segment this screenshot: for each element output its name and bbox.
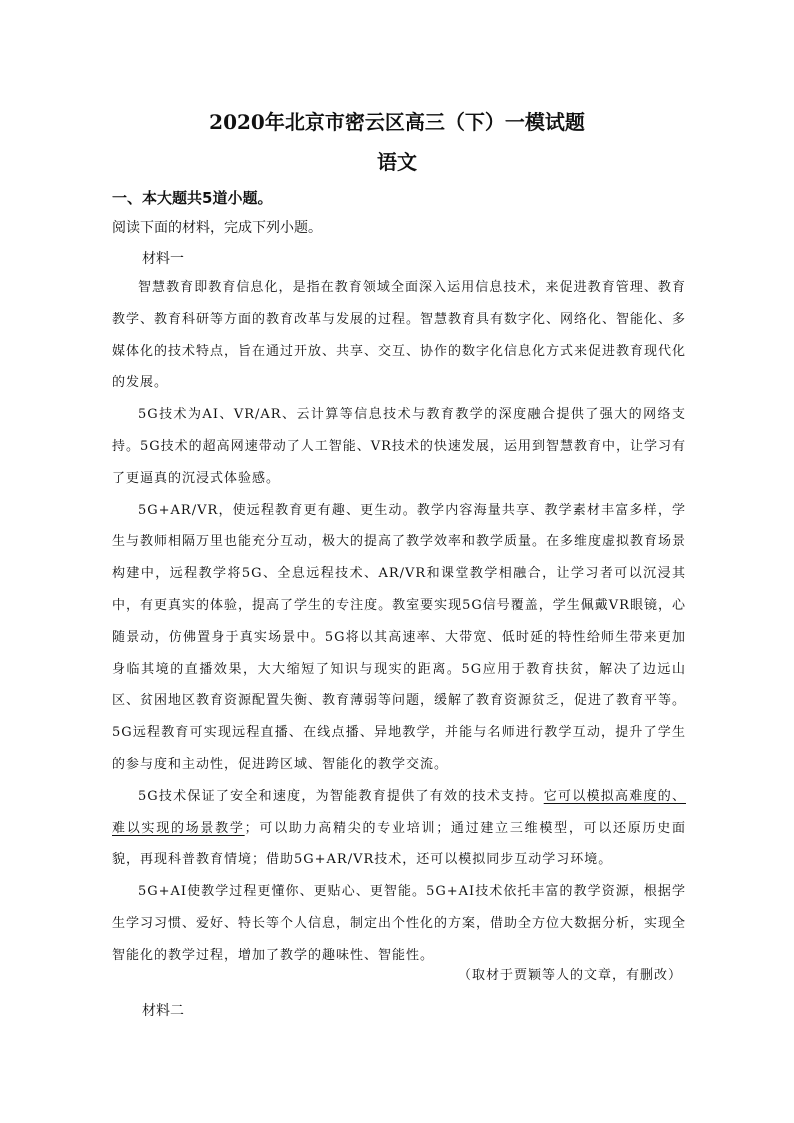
subject-title: 语文 [377, 150, 417, 174]
paragraph [112, 781, 686, 876]
paragraph-tail: ；可以助力高精尖的专业培训；通过建立三维模型，可以还原历史面貌，再现科普教育情境；借助5G+AR/VR技术，还可以模拟同步互动学习环境。 [112, 820, 686, 868]
underlined-sentence: 它可以模拟高难度的、难以实现的场景教学 [112, 788, 686, 836]
paragraph: 智慧教育即教育信息化，是指在教育领域全面深入运用信息技术，来促进教育管理、教育教学、教育科研等方面的教育改革与发展的过程。智慧教育具有数字化、网络化、智能化、多媒体化的技术特点，旨在通过开放、共享、交互、协作的数字化信息化方式来促进教育现代化的发展。 [112, 280, 687, 391]
paragraph: 5G+AR/VR，使远程教育更有趣、更生动。教学内容海量共享、教学素材丰富多样，学生与教师相隔万里也能充分互动，极大的提高了教学效率和教学质量。在多维度虚拟教育场景构建中，远程教学将5G、全息远程技术、AR/VR和课堂教学相融合，让学习者可以沉浸其中，有更真实的体验，提高了学生的专注度。教室要实现5G信号覆盖，学生佩戴VR眼镜，心随景动，仿佛置身于真实场景中。5G将以其高速率、大带宽、低时延的特性给师生带来更加身临其境的直播效果，大大缩短了知识与现实的距离。5G应用于教育扶贫，解决了边远山区、贫困地区教育资源配置失衡、教育薄弱等问题，缓解了教育资源贫乏，促进了教育平等。5G远程教育可实现远程直播、在线点播、异地教学，并能与名师进行教学互动，提升了学生的参与度和主动性，促进跨区域、智能化的教学交流。 [112, 502, 687, 772]
material-two-label: 材料二 [142, 1003, 184, 1019]
paragraph: 5G技术为AI、VR/AR、云计算等信息技术与教育教学的深度融合提供了强大的网络支持。5G技术的超高网速带动了人工智能、VR技术的快速发展，运用到智慧教育中，让学习有了更逼真的沉浸式体验感。 [112, 407, 686, 486]
material-one-label: 材料一 [142, 251, 184, 267]
source-citation: （取材于贾颖等人的文章，有删改） [457, 968, 682, 983]
paragraph: 5G+AI使教学过程更懂你、更贴心、更智能。5G+AI技术依托丰富的教学资源，根据学生学习习惯、爱好、特长等个人信息，制定出个性化的方案，借助全方位大数据分析，实现全智能化的教学过程，增加了教学的趣味性、智能性。 [112, 884, 687, 963]
paragraph-lead: 5G技术保证了安全和速度，为智能教育提供了有效的技术支持。 [138, 788, 544, 804]
material-one-body [112, 272, 686, 972]
section-heading: 一、本大题共5道小题。 [112, 189, 273, 207]
reading-instruction: 阅读下面的材料，完成下列小题。 [112, 220, 322, 236]
page-title: 2020年北京市密云区高三（下）一模试题 [209, 110, 585, 134]
